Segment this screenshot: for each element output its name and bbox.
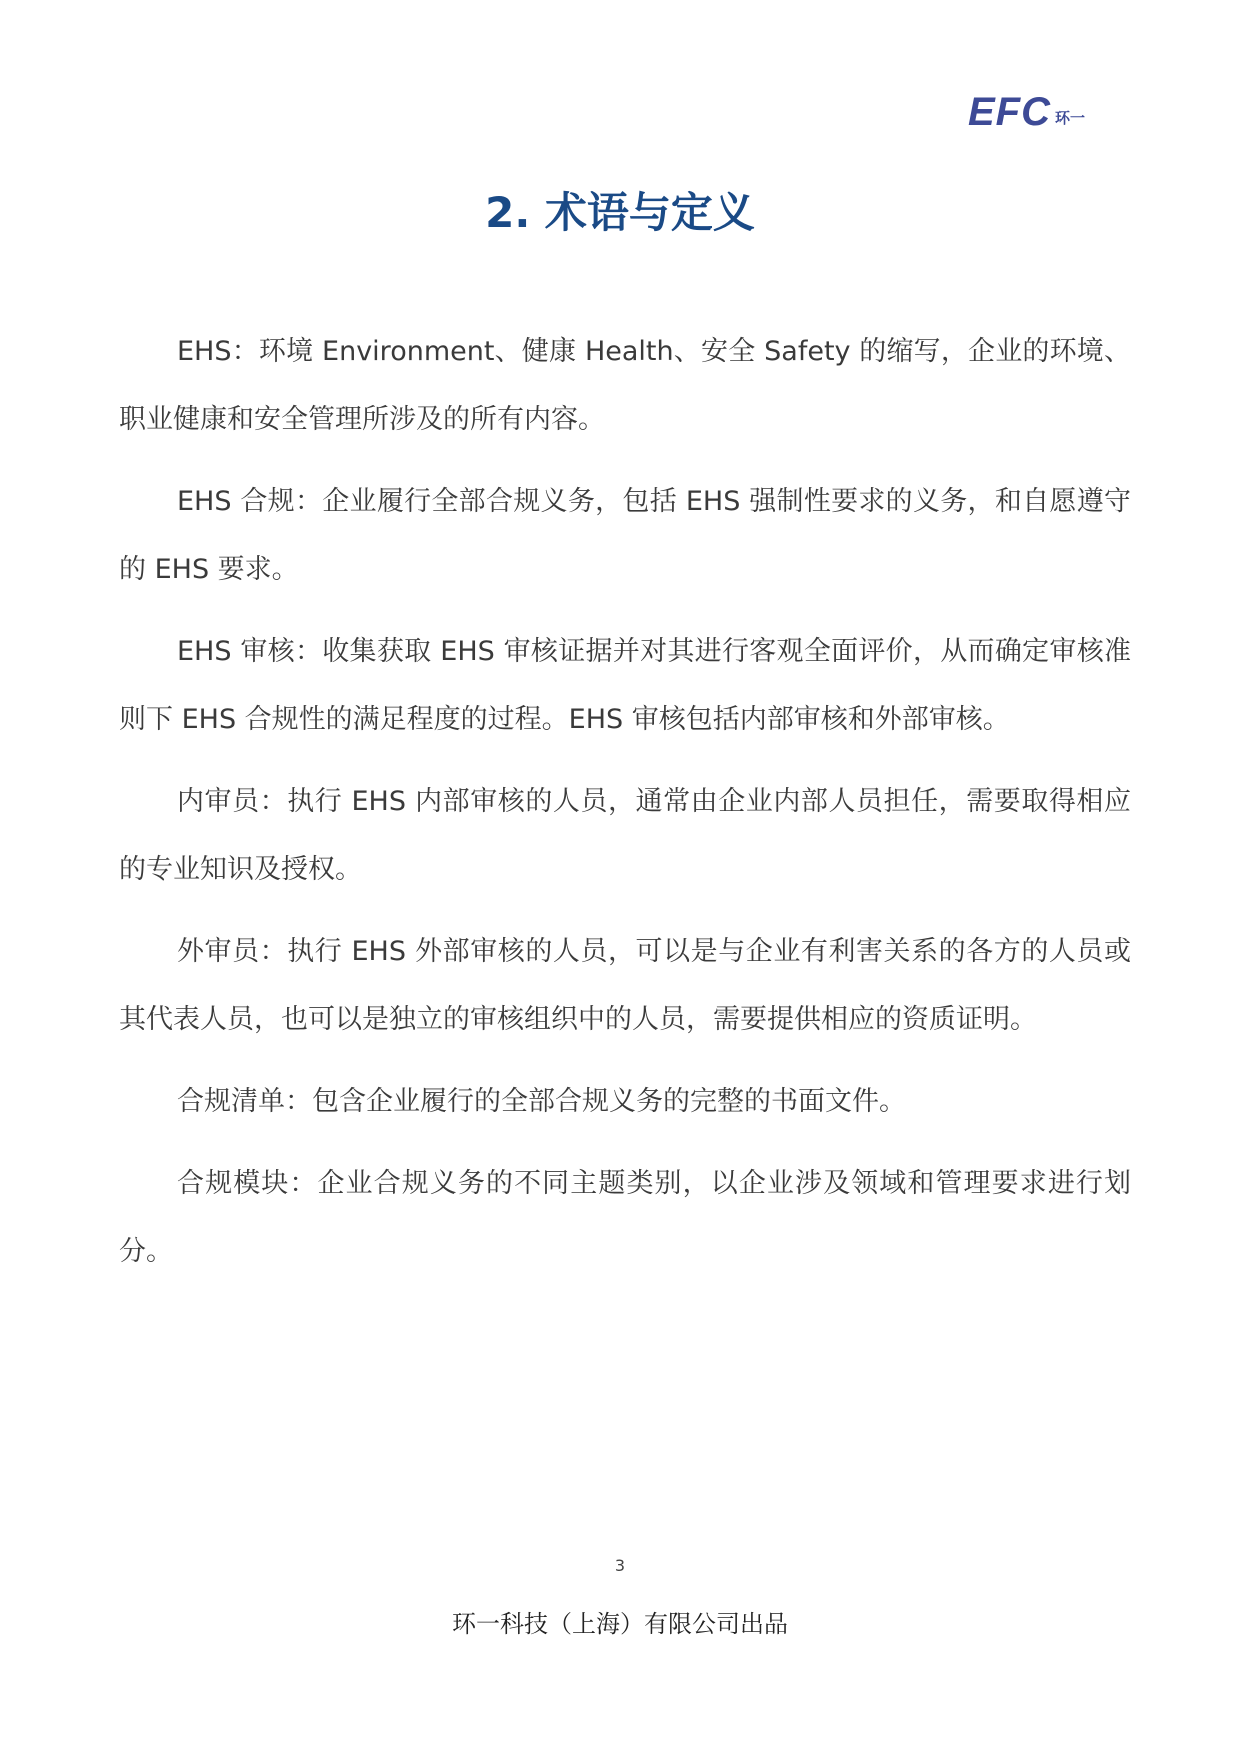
definitions-list bbox=[119, 318, 1131, 1300]
definition-ehs-audit: EHS 审核：收集获取 EHS 审核证据并对其进行客观全面评价，从而确定审核准则下 EHS 合规性的满足程度的过程。EHS 审核包括内部审核和外部审核。 bbox=[119, 636, 1131, 735]
page-number: 3 bbox=[614, 1556, 626, 1575]
definition-external-auditor: 外审员：执行 EHS 外部审核的人员，可以是与企业有利害关系的各方的人员或其代表人员，也可以是独立的审核组织中的人员，需要提供相应的资质证明。 bbox=[119, 936, 1131, 1035]
definition-ehs: EHS：环境 Environment、健康 Health、安全 Safety 的缩写，企业的环境、职业健康和安全管理所涉及的所有内容。 bbox=[119, 336, 1131, 435]
definition-compliance-module: 合规模块：企业合规义务的不同主题类别，以企业涉及领域和管理要求进行划分。 bbox=[119, 1168, 1131, 1267]
company-logo bbox=[968, 92, 1085, 132]
definition-internal-auditor: 内审员：执行 EHS 内部审核的人员，通常由企业内部人员担任，需要取得相应的专业知识及授权。 bbox=[119, 786, 1131, 885]
logo-mark: EFC bbox=[968, 90, 1051, 134]
footer-publisher: 环一科技（上海）有限公司出品 bbox=[452, 1610, 788, 1638]
definition-compliance-list: 合规清单：包含企业履行的全部合规义务的完整的书面文件。 bbox=[177, 1086, 906, 1117]
definition-ehs-compliance: EHS 合规：企业履行全部合规义务，包括 EHS 强制性要求的义务，和自愿遵守的 EHS 要求。 bbox=[119, 486, 1131, 585]
page-title: 2. 术语与定义 bbox=[485, 188, 755, 237]
logo-text: 环一 bbox=[1055, 109, 1086, 127]
